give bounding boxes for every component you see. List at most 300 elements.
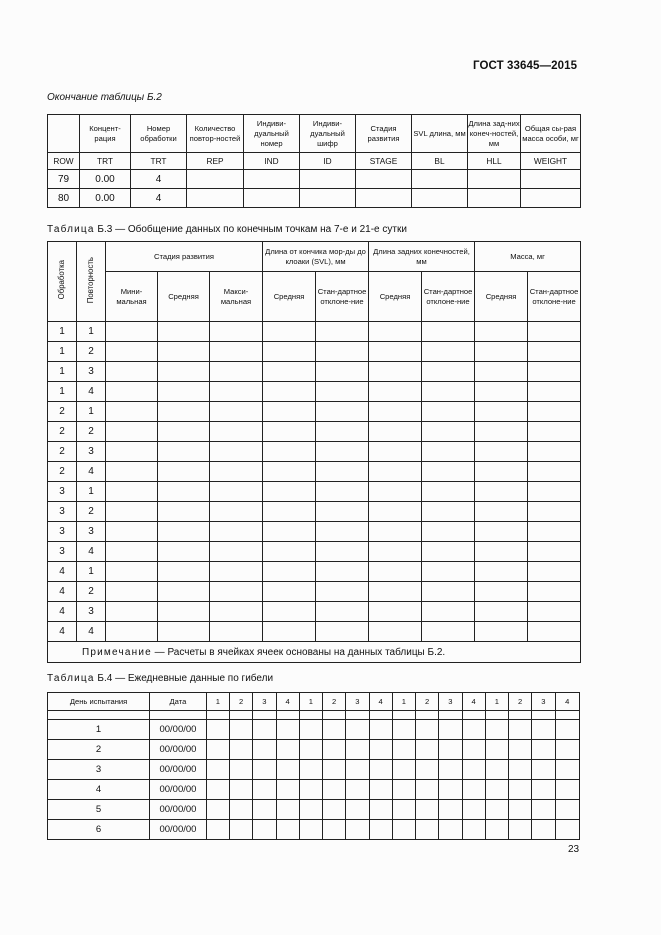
empty-cell [439, 740, 462, 760]
empty-cell [230, 780, 253, 800]
empty-cell [276, 800, 299, 820]
table-cell: 0.00 [80, 189, 131, 208]
empty-cell [475, 382, 528, 402]
empty-cell [106, 462, 158, 482]
empty-cell [528, 462, 581, 482]
empty-cell [528, 602, 581, 622]
empty-cell [392, 820, 415, 840]
tank-header: 2 [416, 693, 439, 711]
empty-cell [369, 622, 422, 642]
empty-cell [210, 402, 263, 422]
tank-header: 3 [253, 693, 276, 711]
column-code: ID [300, 153, 356, 170]
empty-cell [210, 562, 263, 582]
treatment-cell: 2 [48, 402, 77, 422]
empty-cell [263, 542, 316, 562]
empty-cell [475, 322, 528, 342]
empty-cell [528, 502, 581, 522]
empty-cell [462, 820, 485, 840]
table-cell: 4 [131, 189, 187, 208]
tank-header: 4 [369, 693, 392, 711]
empty-cell [346, 760, 369, 780]
day-cell: 5 [48, 800, 150, 820]
replicate-cell: 3 [77, 442, 106, 462]
empty-cell [316, 602, 369, 622]
empty-cell [299, 800, 322, 820]
empty-cell [299, 740, 322, 760]
treatment-cell: 1 [48, 362, 77, 382]
empty-cell [299, 760, 322, 780]
note-prefix: Примечание [82, 646, 152, 658]
empty-cell [475, 622, 528, 642]
table-row [48, 482, 581, 502]
column-code: REP [187, 153, 244, 170]
table-row [48, 582, 581, 602]
empty-cell [532, 740, 555, 760]
empty-cell [392, 800, 415, 820]
empty-cell [475, 602, 528, 622]
empty-cell [485, 780, 508, 800]
empty-cell [316, 562, 369, 582]
table-row [48, 760, 580, 780]
table-b3 [47, 241, 581, 663]
empty-cell [106, 362, 158, 382]
svl-sd-header: Стан-дартное отклоне-ние [316, 272, 369, 322]
table-cell: 0.00 [80, 170, 131, 189]
column-code: WEIGHT [521, 153, 581, 170]
empty-cell [369, 711, 392, 720]
table-cell [412, 189, 468, 208]
empty-cell [206, 800, 229, 820]
table-row [48, 462, 581, 482]
empty-cell [316, 362, 369, 382]
tank-header: 2 [509, 693, 532, 711]
column-header: SVL длина, мм [412, 115, 468, 153]
table-row [48, 422, 581, 442]
empty-cell [369, 582, 422, 602]
table-row [48, 740, 580, 760]
empty-cell [263, 442, 316, 462]
empty-cell [462, 740, 485, 760]
empty-cell [369, 542, 422, 562]
treatment-cell: 3 [48, 502, 77, 522]
treatment-cell: 4 [48, 622, 77, 642]
empty-cell [230, 740, 253, 760]
empty-cell [532, 780, 555, 800]
empty-cell [422, 322, 475, 342]
empty-cell [316, 522, 369, 542]
empty-cell [106, 422, 158, 442]
treatment-cell: 4 [48, 562, 77, 582]
empty-cell [206, 820, 229, 840]
tank-header: 4 [276, 693, 299, 711]
table-b4 [47, 692, 580, 840]
empty-cell [475, 562, 528, 582]
empty-cell [230, 800, 253, 820]
tank-header: 3 [439, 693, 462, 711]
empty-cell [106, 482, 158, 502]
empty-cell [263, 402, 316, 422]
empty-cell [555, 760, 579, 780]
empty-cell [346, 800, 369, 820]
table-row [48, 542, 581, 562]
empty-cell [422, 402, 475, 422]
empty-cell [253, 740, 276, 760]
empty-cell [439, 780, 462, 800]
empty-cell [316, 322, 369, 342]
empty-cell [485, 720, 508, 740]
empty-cell [475, 342, 528, 362]
replicate-cell: 3 [77, 602, 106, 622]
empty-cell [253, 820, 276, 840]
empty-cell [392, 780, 415, 800]
table-cell: 80 [48, 189, 80, 208]
empty-cell [485, 740, 508, 760]
empty-cell [263, 322, 316, 342]
empty-cell [555, 711, 579, 720]
empty-cell [276, 740, 299, 760]
empty-cell [416, 820, 439, 840]
empty-cell [158, 442, 210, 462]
day-header: День испытания [48, 693, 150, 711]
empty-cell [369, 800, 392, 820]
empty-cell [158, 322, 210, 342]
empty-cell [392, 740, 415, 760]
empty-cell [316, 542, 369, 562]
note-text: — Расчеты в ячейках ячеек основаны на данных таблицы Б.2. [154, 646, 446, 658]
replicate-cell: 3 [77, 522, 106, 542]
table-row [48, 170, 581, 189]
table-cell [521, 189, 581, 208]
empty-cell [210, 442, 263, 462]
empty-cell [422, 582, 475, 602]
empty-cell [210, 502, 263, 522]
replicate-cell: 2 [77, 342, 106, 362]
day-cell: 2 [48, 740, 150, 760]
column-header: Концент-рация [80, 115, 131, 153]
empty-cell [346, 780, 369, 800]
empty-cell [323, 720, 346, 740]
tank-header: 2 [230, 693, 253, 711]
treatment-cell: 1 [48, 342, 77, 362]
empty-cell [462, 760, 485, 780]
empty-cell [369, 342, 422, 362]
empty-cell [106, 402, 158, 422]
empty-cell [462, 800, 485, 820]
table-b3-note [48, 642, 581, 663]
empty-cell [158, 502, 210, 522]
treatment-cell: 2 [48, 442, 77, 462]
empty-cell [528, 402, 581, 422]
treatment-cell: 3 [48, 542, 77, 562]
empty-cell [369, 322, 422, 342]
table-b3-caption [47, 224, 407, 235]
empty-cell [299, 720, 322, 740]
empty-cell [106, 582, 158, 602]
empty-cell [158, 602, 210, 622]
empty-cell [422, 342, 475, 362]
empty-cell [555, 820, 579, 840]
table-row [48, 382, 581, 402]
empty-cell [276, 711, 299, 720]
empty-cell [106, 542, 158, 562]
empty-cell [369, 362, 422, 382]
column-code: TRT [80, 153, 131, 170]
empty-cell [475, 522, 528, 542]
empty-cell [422, 482, 475, 502]
table-b4-caption-text: Б.4 — Ежедневные данные по гибели [97, 673, 274, 684]
empty-cell [528, 522, 581, 542]
treatment-cell: 4 [48, 582, 77, 602]
date-cell: 00/00/00 [150, 800, 207, 820]
mass-sd-header: Стан-дартное отклоне-ние [528, 272, 581, 322]
replicate-cell: 4 [77, 622, 106, 642]
treatment-cell: 4 [48, 602, 77, 622]
tank-header: 3 [532, 693, 555, 711]
empty-cell [263, 622, 316, 642]
column-header: Индиви-дуальный шифр [300, 115, 356, 153]
empty-cell [422, 422, 475, 442]
replicate-cell: 3 [77, 362, 106, 382]
empty-cell [316, 342, 369, 362]
empty-cell [106, 602, 158, 622]
table-cell [356, 189, 412, 208]
empty-cell [263, 382, 316, 402]
empty-cell [422, 622, 475, 642]
empty-cell [475, 422, 528, 442]
table-cell [412, 170, 468, 189]
replicate-cell: 4 [77, 462, 106, 482]
empty-cell [106, 622, 158, 642]
empty-cell [276, 760, 299, 780]
day-cell: 6 [48, 820, 150, 840]
replicate-cell: 4 [77, 382, 106, 402]
empty-cell [369, 820, 392, 840]
empty-cell [485, 820, 508, 840]
tank-header: 4 [555, 693, 579, 711]
date-cell: 00/00/00 [150, 780, 207, 800]
empty-cell [323, 800, 346, 820]
empty-cell [528, 562, 581, 582]
table-b2-caption: Окончание таблицы Б.2 [47, 92, 162, 103]
empty-cell [439, 820, 462, 840]
column-code: BL [412, 153, 468, 170]
stage-max-header: Макси-мальная [210, 272, 263, 322]
empty-cell [299, 780, 322, 800]
empty-cell [509, 780, 532, 800]
empty-cell [369, 720, 392, 740]
column-code: ROW [48, 153, 80, 170]
table-cell [521, 170, 581, 189]
empty-cell [422, 462, 475, 482]
treatment-cell: 1 [48, 382, 77, 402]
stage-mean-header: Средняя [158, 272, 210, 322]
column-code: IND [244, 153, 300, 170]
empty-cell [316, 582, 369, 602]
empty-cell [532, 820, 555, 840]
column-code: TRT [131, 153, 187, 170]
empty-cell [422, 442, 475, 462]
empty-cell [528, 322, 581, 342]
day-cell: 4 [48, 780, 150, 800]
empty-cell [509, 720, 532, 740]
empty-cell [422, 382, 475, 402]
table-row [48, 189, 581, 208]
empty-cell [369, 442, 422, 462]
empty-cell [263, 562, 316, 582]
stage-min-header: Мини-мальная [106, 272, 158, 322]
hll-mean-header: Средняя [369, 272, 422, 322]
empty-cell [263, 522, 316, 542]
empty-cell [316, 442, 369, 462]
empty-cell [416, 740, 439, 760]
empty-cell [528, 622, 581, 642]
empty-cell [263, 602, 316, 622]
empty-cell [210, 522, 263, 542]
empty-cell [528, 442, 581, 462]
empty-cell [210, 322, 263, 342]
empty-cell [509, 820, 532, 840]
date-cell: 00/00/00 [150, 740, 207, 760]
column-header: Номер обработки [131, 115, 187, 153]
empty-cell [528, 382, 581, 402]
empty-cell [528, 482, 581, 502]
mass-mean-header: Средняя [475, 272, 528, 322]
empty-cell [346, 720, 369, 740]
stage-group-header: Стадия развития [106, 242, 263, 272]
treatment-cell: 3 [48, 522, 77, 542]
empty-cell [230, 720, 253, 740]
empty-cell [276, 720, 299, 740]
empty-cell [422, 602, 475, 622]
empty-cell [323, 711, 346, 720]
treatment-cell: 2 [48, 422, 77, 442]
empty-cell [555, 780, 579, 800]
empty-cell [346, 740, 369, 760]
empty-cell [509, 711, 532, 720]
column-header: Индиви-дуальный номер [244, 115, 300, 153]
table-b2-end [47, 114, 581, 208]
empty-cell [263, 422, 316, 442]
empty-cell [532, 711, 555, 720]
replicate-cell: 1 [77, 322, 106, 342]
empty-cell [206, 720, 229, 740]
table-cell [300, 170, 356, 189]
table-row [48, 502, 581, 522]
empty-cell [210, 542, 263, 562]
empty-cell [369, 602, 422, 622]
table-row [48, 780, 580, 800]
table-b3-caption-text: Б.3 — Обобщение данных по конечным точкам на 7-е и 21-е сутки [97, 224, 407, 235]
date-cell: 00/00/00 [150, 760, 207, 780]
empty-cell [509, 760, 532, 780]
empty-cell [210, 422, 263, 442]
empty-cell [439, 711, 462, 720]
empty-cell [462, 720, 485, 740]
empty-cell [158, 462, 210, 482]
column-header [48, 115, 80, 153]
empty-cell [230, 760, 253, 780]
column-code: STAGE [356, 153, 412, 170]
empty-cell [369, 502, 422, 522]
empty-cell [158, 362, 210, 382]
empty-cell [48, 711, 150, 720]
column-code: HLL [468, 153, 521, 170]
table-cell [468, 170, 521, 189]
empty-cell [316, 462, 369, 482]
empty-cell [369, 482, 422, 502]
replicate-cell: 2 [77, 502, 106, 522]
empty-cell [253, 711, 276, 720]
tank-header: 1 [206, 693, 229, 711]
empty-cell [316, 382, 369, 402]
empty-cell [346, 820, 369, 840]
empty-cell [528, 422, 581, 442]
replicate-cell: 4 [77, 542, 106, 562]
table-cell [244, 170, 300, 189]
empty-cell [528, 342, 581, 362]
empty-cell [475, 502, 528, 522]
hll-group-header: Длина задних конечностей, мм [369, 242, 475, 272]
empty-cell [158, 382, 210, 402]
empty-cell [316, 622, 369, 642]
empty-cell [392, 711, 415, 720]
empty-cell [555, 740, 579, 760]
empty-cell [475, 482, 528, 502]
svl-mean-header: Средняя [263, 272, 316, 322]
empty-cell [263, 582, 316, 602]
empty-cell [299, 711, 322, 720]
empty-cell [106, 502, 158, 522]
table-b3-caption-prefix: Таблица [47, 224, 95, 235]
empty-cell [230, 820, 253, 840]
empty-cell [346, 711, 369, 720]
empty-cell [475, 542, 528, 562]
empty-cell [263, 342, 316, 362]
empty-cell [158, 402, 210, 422]
empty-cell [253, 720, 276, 740]
empty-cell [532, 800, 555, 820]
column-header: Количество повтор-ностей [187, 115, 244, 153]
empty-cell [509, 740, 532, 760]
empty-cell [416, 720, 439, 740]
treatment-cell: 2 [48, 462, 77, 482]
page-number: 23 [568, 844, 580, 855]
date-header: Дата [150, 693, 207, 711]
empty-cell [422, 542, 475, 562]
empty-cell [369, 382, 422, 402]
empty-cell [253, 760, 276, 780]
table-row [48, 362, 581, 382]
table-cell [187, 170, 244, 189]
empty-cell [532, 720, 555, 740]
spacer-row [48, 711, 580, 720]
empty-cell [316, 422, 369, 442]
empty-cell [528, 582, 581, 602]
table-row [48, 402, 581, 422]
table-cell [244, 189, 300, 208]
empty-cell [158, 422, 210, 442]
empty-cell [369, 780, 392, 800]
table-b4-caption [47, 673, 273, 684]
column-header: Стадия развития [356, 115, 412, 153]
table-cell [300, 189, 356, 208]
replicate-header: Повторность [77, 242, 106, 322]
table-row [48, 800, 580, 820]
table-row [48, 522, 581, 542]
empty-cell [316, 482, 369, 502]
replicate-cell: 1 [77, 402, 106, 422]
